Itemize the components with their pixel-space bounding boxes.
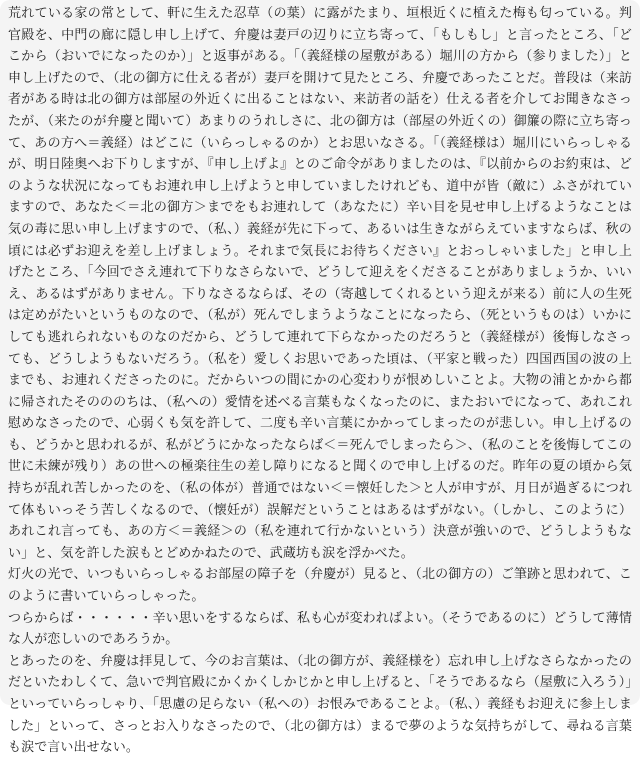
paragraph-lamplight: 灯火の光で、いつもいらっしゃるお部屋の障子を（弁慶が）見ると、（北の御方の）ご筆跡と思われて、このように書いていらっしゃった。: [8, 567, 632, 605]
paragraph-ending: とあったのを、弁慶は拝見して、今のお言葉は、（北の御方が、義経様を）忘れ申し上げなさらなかったのだといたわしくて、急いで判官殿にかくかくしかじかと申し上げると、「そうであるなら（屋敷に入ろう）」といっていらっしゃり、「思慮の足らない（私への）お恨みであることよ。（私、）義経もお迎えに参上しました」といって、さっとお入りなさったので、（北の御方は）まるで夢のような気持ちがして、尋ねる言葉も涙で言い出せない。: [8, 653, 632, 756]
paragraph-main: 荒れている家の常として、軒に生えた忍草（の葉）に露がたまり、垣根近くに植えた梅も匂っている。判官殿を、中門の廊に隠し申し上げて、弁慶は妻戸の辺りに立ち寄って、「もしもし」と言ったところ、「どこから（おいでになったのか）」と返事がある。「（義経様の屋敷がある）堀川の方から（参りました）」と申し上げたので、（北の御方に仕える者が）妻戸を開けて見たところ、弁慶であったことだ。普段は（来訪者がある時は北の御方は部屋の外近くに出ることはない、来訪者の話を）仕える者を介してお聞きなさったが、（来たのが弁慶と聞いて）あまりのうれしさに、北の御方は（部屋の外近くの）御簾の際に立ち寄って、あの方へ＝義経）はどこに（いらっしゃるのか）とお思いなさる。「（義経様は）堀川にいらっしゃるが、明日陸奥へお下りしますが、『申し上げよ』とのご命令がありましたのは、『以前からのお約束は、どのような状況になってもお連れ申し上げようと申していましたけれども、道中が皆（敵に）ふさがれていますので、あなた＜＝北の御方＞までをもお連れして（あなたに）辛い目を見せ申し上げるようなことは気の毒に思い申し上げますので、（私、）義経が先に下って、あるいは生きながらえていますならば、秋の頃には必ずお迎えを差し上げましょう。それまで気長にお待ちください』とおっしゃいました」と申し上げたところ、「今回でさえ連れて下りなさらないで、どうして迎えをくださることがありましょうか、いいえ、あるはずがありません。下りなさるならば、その（寄越してくれるという迎えが来る）前に人の生死は定めがたいというものなので、（私が）死んでしまうようなことになったら、（死というものは）いかにしても逃れられないものなのだから、どうして連れて下らなかったのだろうと（義経様が）後悔しなさっても、どうしようもないだろう。（私を）愛しくお思いであった頃は、（平家と戦った）四国西国の波の上までも、お連れくださったのに。だからいつの間にかの心変わりが恨めしいことよ。大物の浦とかから都に帰されたそのののちは、（私への）愛情を述べる言葉もなくなったのに、またおいでになって、あれこれ慰めなさったので、心弱くも気を許して、二度も辛い言葉にかかってしまったのが悲しい。申し上げるのも、どうかと思われるが、私がどうにかなったならば＜＝死んでしまったら＞、（私のことを後悔してこの世に未練が残り）あの世への極楽往生の差し障りになると聞くので申し上げるのだ。昨年の夏の頃から気持ちが乱れ苦しかったのを、（私の体が）普通ではない＜＝懐妊した＞と人が申すが、月日が過ぎるにつれて体もいっそう苦しくなるので、（懐妊が）誤解だということはあるはずがない。（しかし、このように）あれこれ言っても、あの方＜＝義経＞の（私を連れて行かないという）決意が強いので、どうしようもない」と、気を許した涙もとどめかねたので、武蔵坊も涙を浮かべた。: [8, 6, 632, 561]
paragraph-poem: つらからば・・・・・・辛い思いをするならば、私も心が変わればよい。（そうであるのに）どうして薄情な人が恋しいのであろうか。: [8, 610, 632, 648]
document-body: [8, 3, 632, 759]
